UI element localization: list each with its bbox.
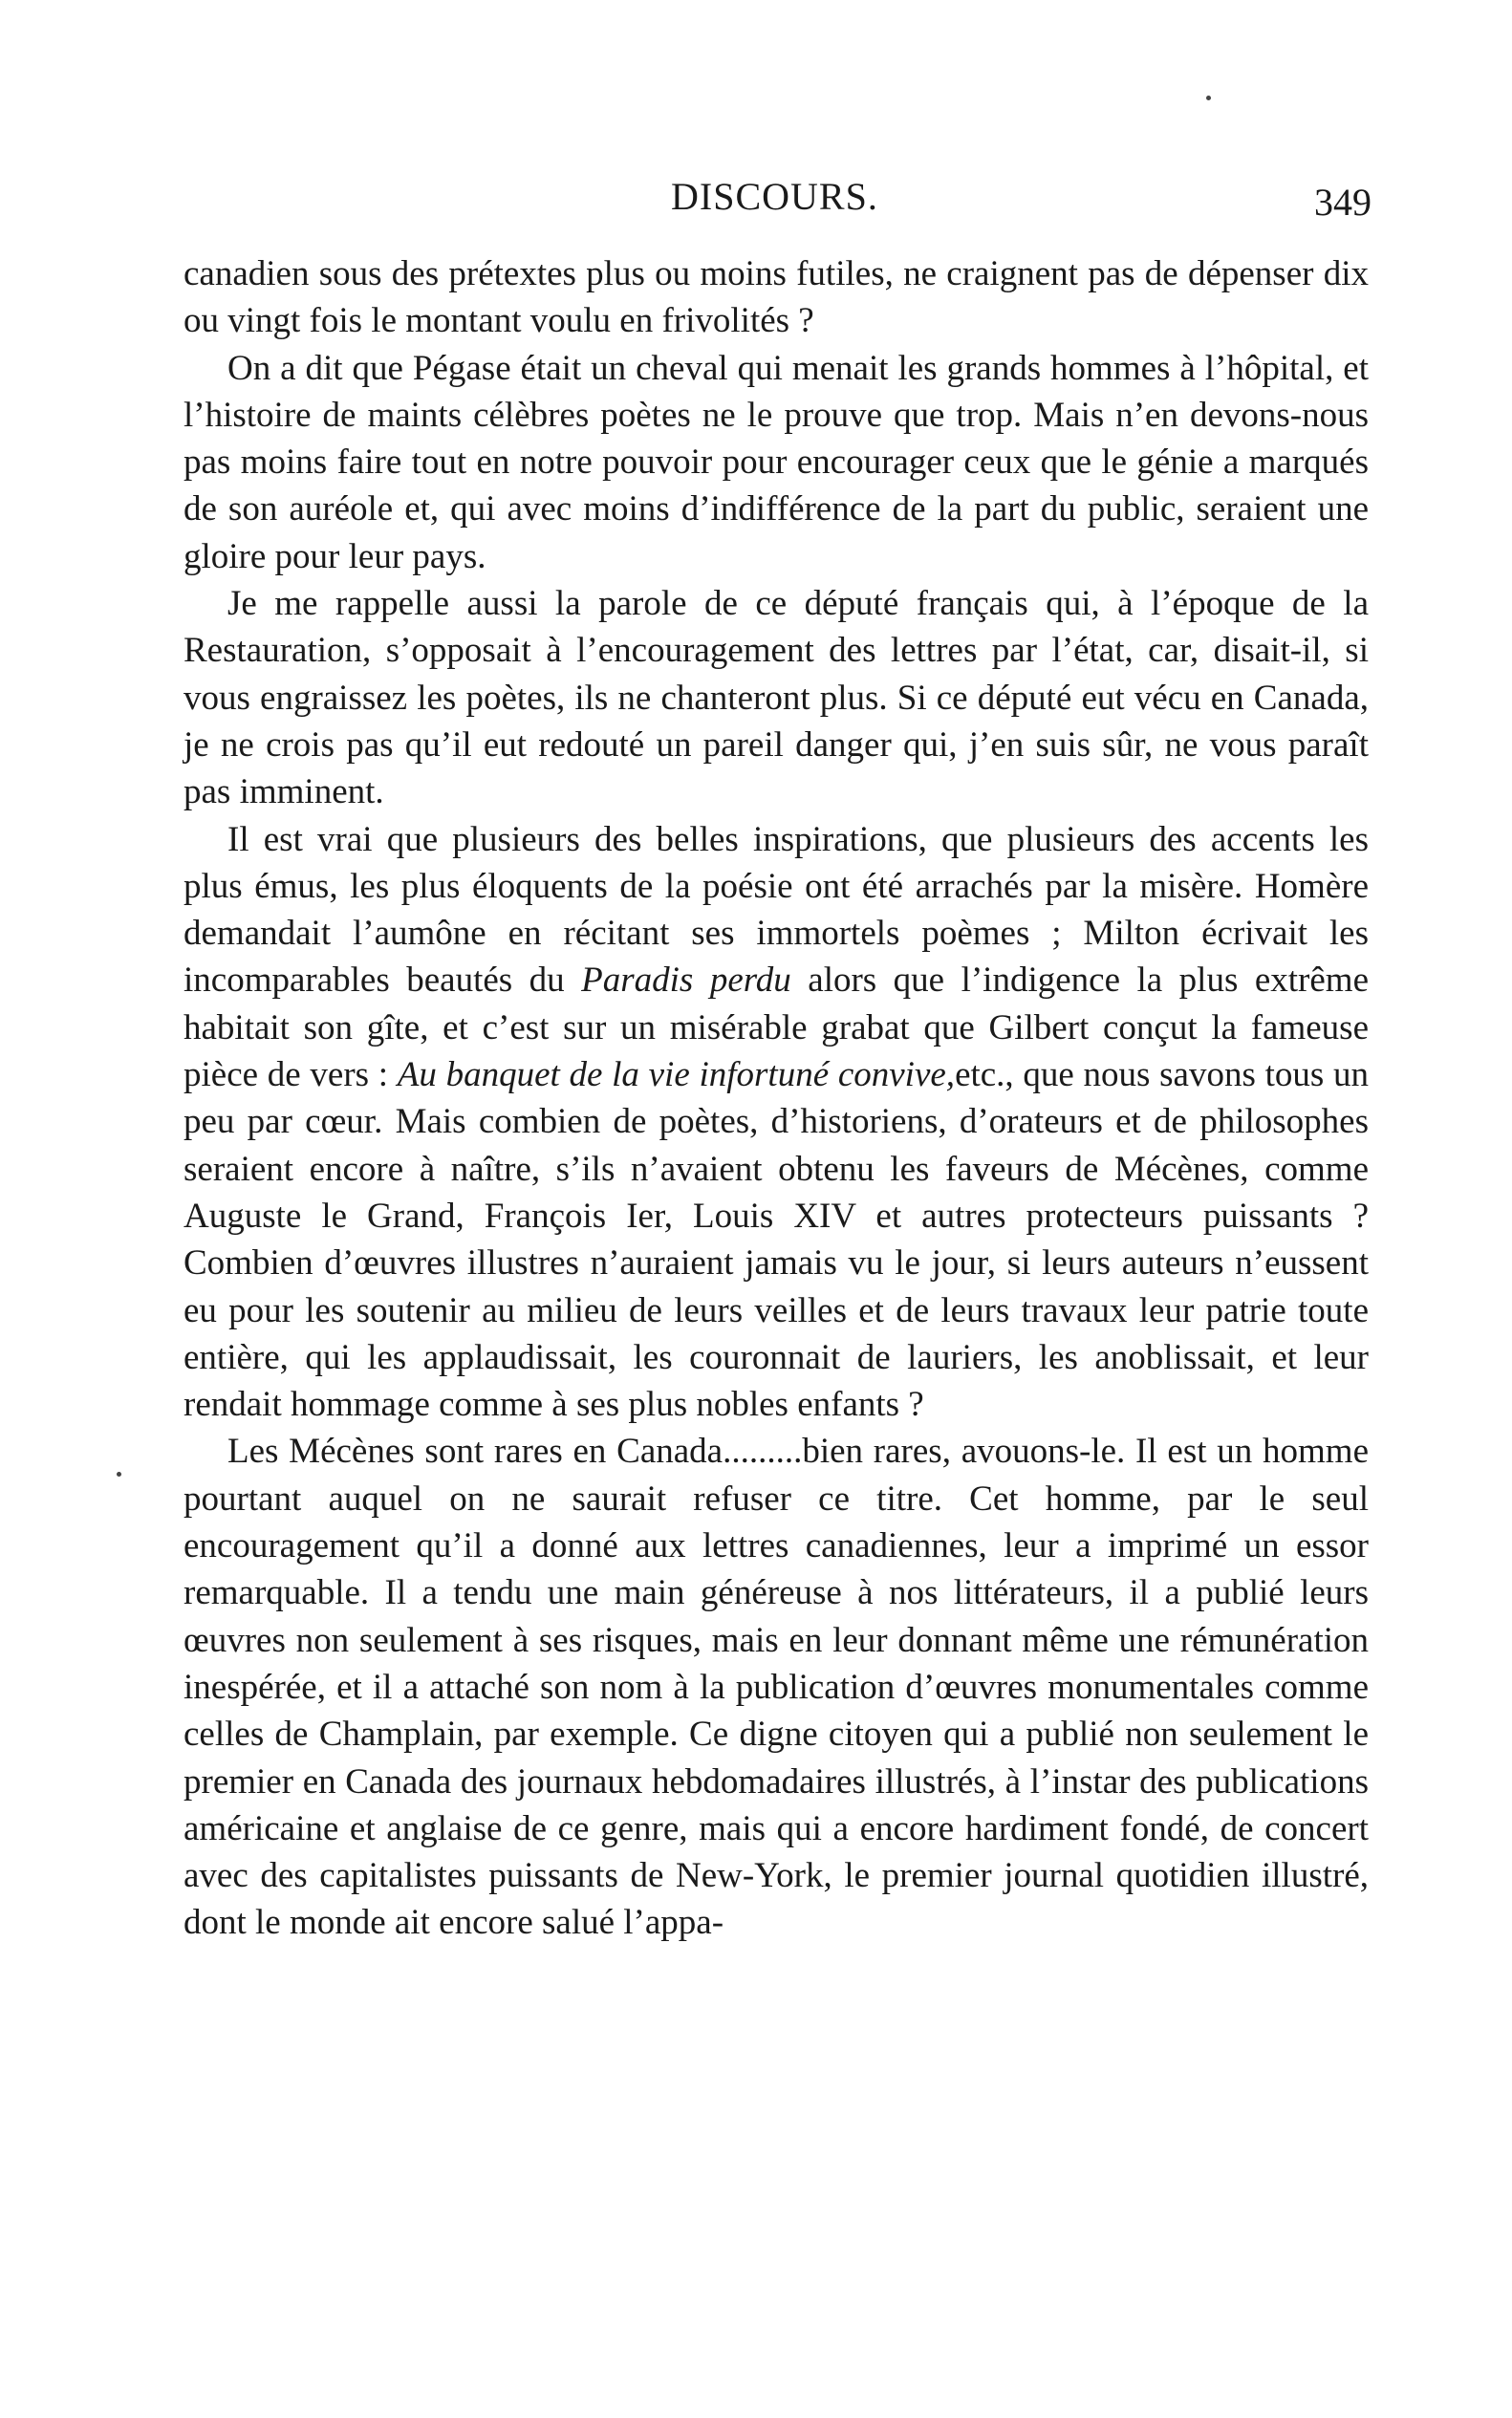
page-header [186, 174, 1372, 231]
text-run: On a dit que Pégase était un cheval qui menait les grands hommes à l’hôpital, et l’histoire de maints célèbres poètes ne le prouve que trop. Mais n’en devons-nous pas moins faire tout en notre pouvoir pour encourager ceux que le génie a marqués de son auréole et, qui avec moins d’indifférence de la part du public, seraient une gloire pour leur pays. [184, 348, 1369, 576]
italic-title: Paradis perdu [581, 961, 791, 1001]
body-text [184, 250, 1369, 1947]
text-run: canadien sous des prétextes plus ou moins futiles, ne craignent pas de dépenser dix ou vingt fois le montant voulu en frivolités ? [184, 254, 1369, 341]
paragraph [184, 345, 1369, 580]
text-run: Il est vrai que plusieurs des belles inspirations, que plusieurs des accents les plus émus, les plus éloquents de la poésie ont été arrachés par la misère. Homère demandait l’aumône en récitant ses immortels poèmes ; Milton écrivait les incomparables beautés du [184, 819, 1369, 1001]
text-run: alors que l’indigence la plus extrême habitait son gîte, et c’est sur un misérable grabat que Gilbert conçut la fameuse pièce de vers : [184, 961, 1369, 1095]
paragraph [184, 1428, 1369, 1946]
scan-speck [1206, 96, 1211, 100]
scan-speck [117, 1472, 121, 1477]
paragraph [184, 250, 1369, 345]
page-number: 349 [1314, 181, 1372, 224]
text-run: etc., que nous savons tous un peu par cœur. Mais combien de poètes, d’historiens, d’orateurs et de philosophes seraient encore à naître, s’ils n’avaient obtenu les faveurs de Mécènes, comme Auguste le Grand, François Ier, Louis XIV et autres protecteurs puissants ? Combien d’œuvres illustres n’auraient jamais vu le jour, si leurs auteurs n’eussent eu pour les soutenir au milieu de leurs veilles et de leurs travaux leur patrie toute entière, qui les applaudissait, les couronnait de lauriers, les anoblissait, et leur rendait hommage comme à ses plus nobles enfants ? [184, 1055, 1369, 1425]
text-run: Les Mécènes sont rares en Canada.........bien rares, avouons-le. Il est un homme pourtant auquel on ne saurait refuser ce titre. Cet homme, par le seul encouragement qu’il a donné aux lettres canadiennes, leur a imprimé un essor remarquable. Il a tendu une main généreuse à nos littérateurs, il a publié leurs œuvres non seulement à ses risques, mais en leur donnant même une rémunération inespérée, et il a attaché son nom à la publication d’œuvres monumentales comme celles de Champlain, par exemple. Ce digne citoyen qui a publié non seulement le premier en Canada des journaux hebdomadaires illustrés, à l’instar des publications américaine et anglaise de ce genre, mais qui a encore hardiment fondé, de concert avec des capitalistes puissants de New-York, le premier journal quotidien illustré, dont le monde ait encore salué l’appa- [184, 1432, 1369, 1943]
paragraph [184, 816, 1369, 1429]
text-run: Je me rappelle aussi la parole de ce député français qui, à l’époque de la Restauration, s’opposait à l’encouragement des lettres par l’état, car, disait-il, si vous engraissez les poètes, ils ne chanteront plus. Si ce député eut vécu en Canada, je ne crois pas qu’il eut redouté un pareil danger qui, j’en suis sûr, ne vous paraît pas imminent. [184, 584, 1369, 812]
paragraph [184, 580, 1369, 815]
running-title: DISCOURS. [671, 175, 878, 218]
italic-quote: Au banquet de la vie infortuné convive, [397, 1055, 956, 1095]
